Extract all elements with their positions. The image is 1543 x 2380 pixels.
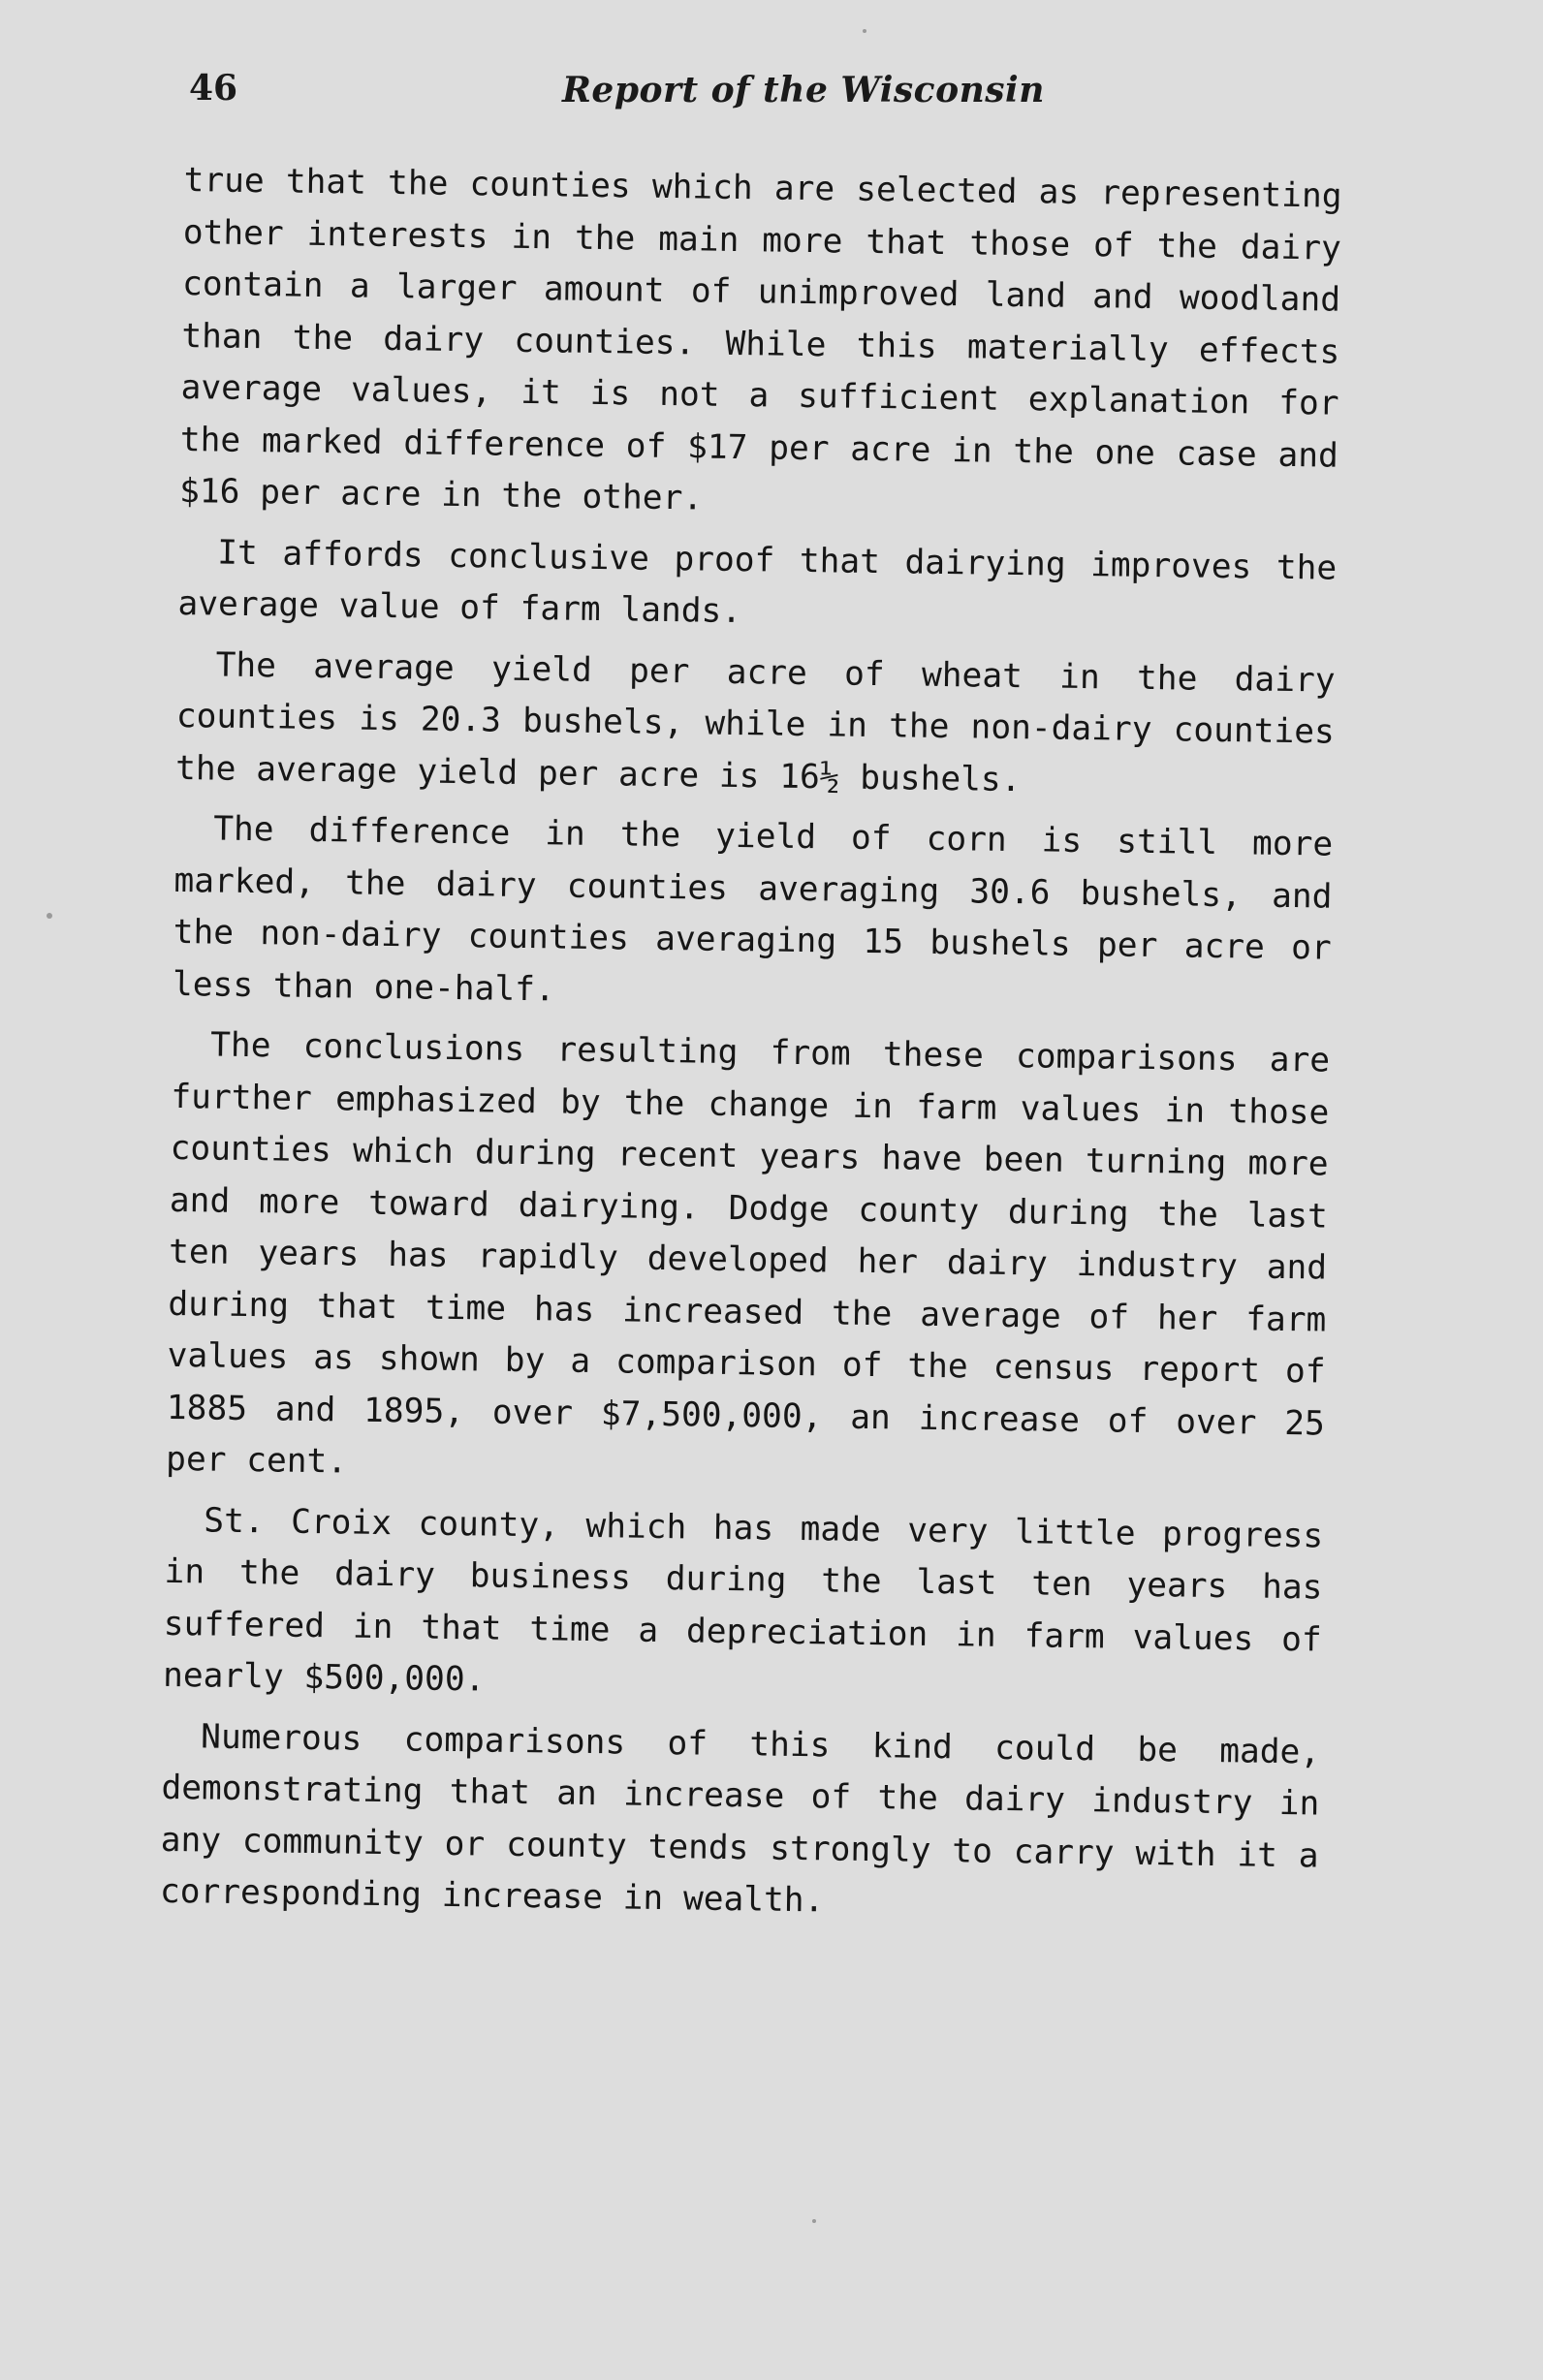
running-title: Report of the Wisconsin bbox=[562, 70, 1045, 110]
paragraph-corn-yield: The difference in the yield of corn is still more marked, the dairy counties averaging 30.6 bushels, and the non-dairy counties averaging 15 bushels per acre or less than one-half. bbox=[172, 809, 1334, 1009]
body-text bbox=[159, 155, 1341, 1943]
scan-speck bbox=[863, 29, 866, 33]
page-number: 46 bbox=[189, 68, 238, 109]
paragraph-conclusion: Numerous comparisons of this kind could be made, demonstrating that an increase of the dairy industry in any community or county tends strongly to carry with it a corresponding increase in wealth. bbox=[159, 1716, 1321, 1921]
paragraph-conclusive-proof: It affords conclusive proof that dairying improves the average value of farm lands. bbox=[177, 533, 1338, 632]
paragraph-wheat-yield: The average yield per acre of wheat in the dairy counties is 20.3 bushels, while in the non-dairy counties the average yield per acre is 16½ bushels. bbox=[174, 645, 1336, 799]
paragraph-st-croix-county: St. Croix county, which has made very little progress in the dairy business during the last ten years has suffered in that time a depreciation in farm values of nearly $500,000. bbox=[162, 1500, 1324, 1700]
paragraph-continuation: true that the counties which are selected as representing other interests in the main more that those of the dairy contain a larger amount of unimproved land and woodland than the dairy counties. While this materially effects average values, it is not a sufficient explanation for the marked difference of $17 per acre in the one case and $16 per acre in the other. bbox=[178, 160, 1342, 518]
scan-speck bbox=[812, 2219, 816, 2223]
paragraph-dodge-county: The conclusions resulting from these comparisons are further emphasized by the change in farm values in those counties which during recent years have been turning more and more toward dairying. Dodge county during the last ten years has rapidly developed her dairy industry and during that time has increased the average of her farm values as shown by a comparison of the census report of 1885 and 1895, over $7,500,000, an increase of over 25 per cent. bbox=[165, 1025, 1331, 1482]
scan-speck bbox=[47, 913, 52, 919]
page-header bbox=[189, 58, 1352, 136]
